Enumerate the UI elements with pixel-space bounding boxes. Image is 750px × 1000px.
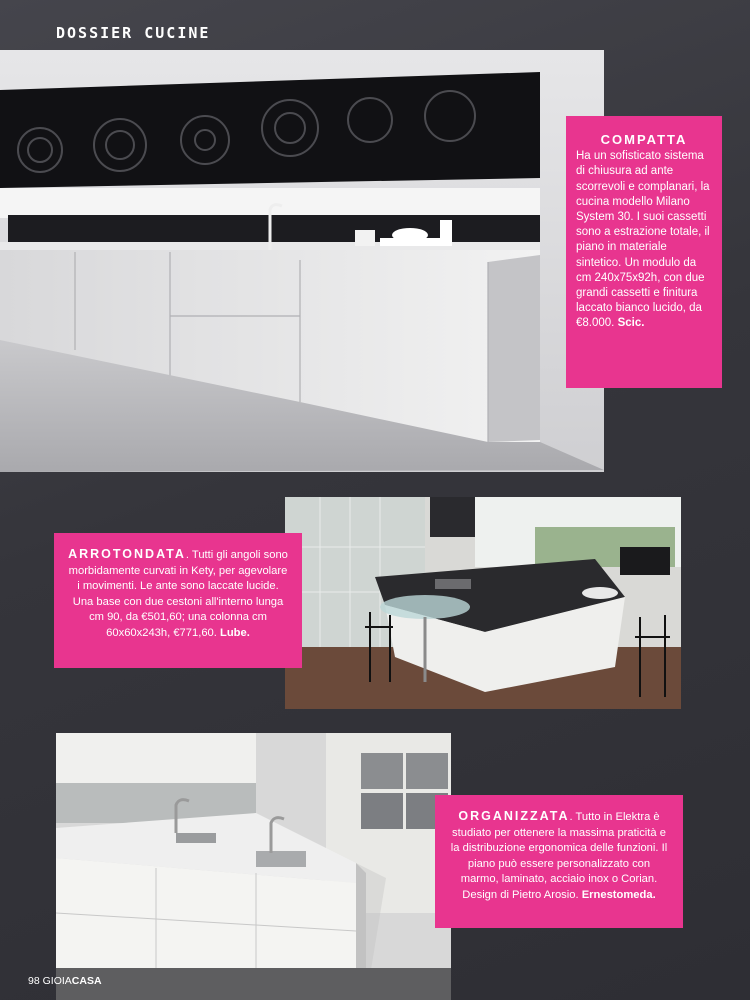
magazine-name-a: GIOIA (42, 975, 72, 987)
page-number: 98 (28, 975, 40, 987)
kitchen-photo-arrotondata (285, 497, 681, 709)
caption-kicker: ARROTONDATA (68, 547, 186, 561)
caption-body: . Tutti gli angoli sono morbidamente curvati in Kety, per agevolare i movimenti. Le ante sono laccate lucide. Una base con due cestoni all'interno lunga cm 90, da €501,60; una colonna cm 60x60x243h, €771,60. (68, 549, 288, 639)
caption-brand: Lube. (220, 626, 250, 639)
caption-body: . Tutto in Elektra è studiato per ottenere la massima praticità e la distribuzione ergonomica delle funzioni. Il piano può essere personalizzato con marmo, laminato, acciaio inox o Corian. Design di Pietro Arosio. (450, 811, 668, 901)
kitchen-photo-compatta (0, 50, 604, 472)
caption-arrotondata (54, 533, 302, 668)
caption-brand: Ernestomeda. (581, 888, 656, 901)
caption-body: Ha un sofisticato sistema di chiusura ad ante scorrevoli e complanari, la cucina modello Milano System 30. I suoi cassetti sono a estrazione totale, il piano in materiale sintetico. Un modulo da cm 240x75x92h, con due grandi cassetti e finitura laccato bianco lucido, da €8.000. (576, 150, 710, 330)
kitchen-photo-organizzata (56, 733, 451, 1000)
caption-compatta (566, 116, 722, 388)
caption-kicker: ORGANIZZATA (458, 809, 570, 823)
caption-kicker: COMPATTA (600, 132, 688, 147)
page-footer (28, 975, 102, 987)
magazine-name-b: CASA (71, 975, 102, 987)
caption-brand: Scic. (617, 317, 645, 330)
caption-organizzata (435, 795, 683, 928)
section-title: DOSSIER CUCINE (56, 24, 211, 42)
